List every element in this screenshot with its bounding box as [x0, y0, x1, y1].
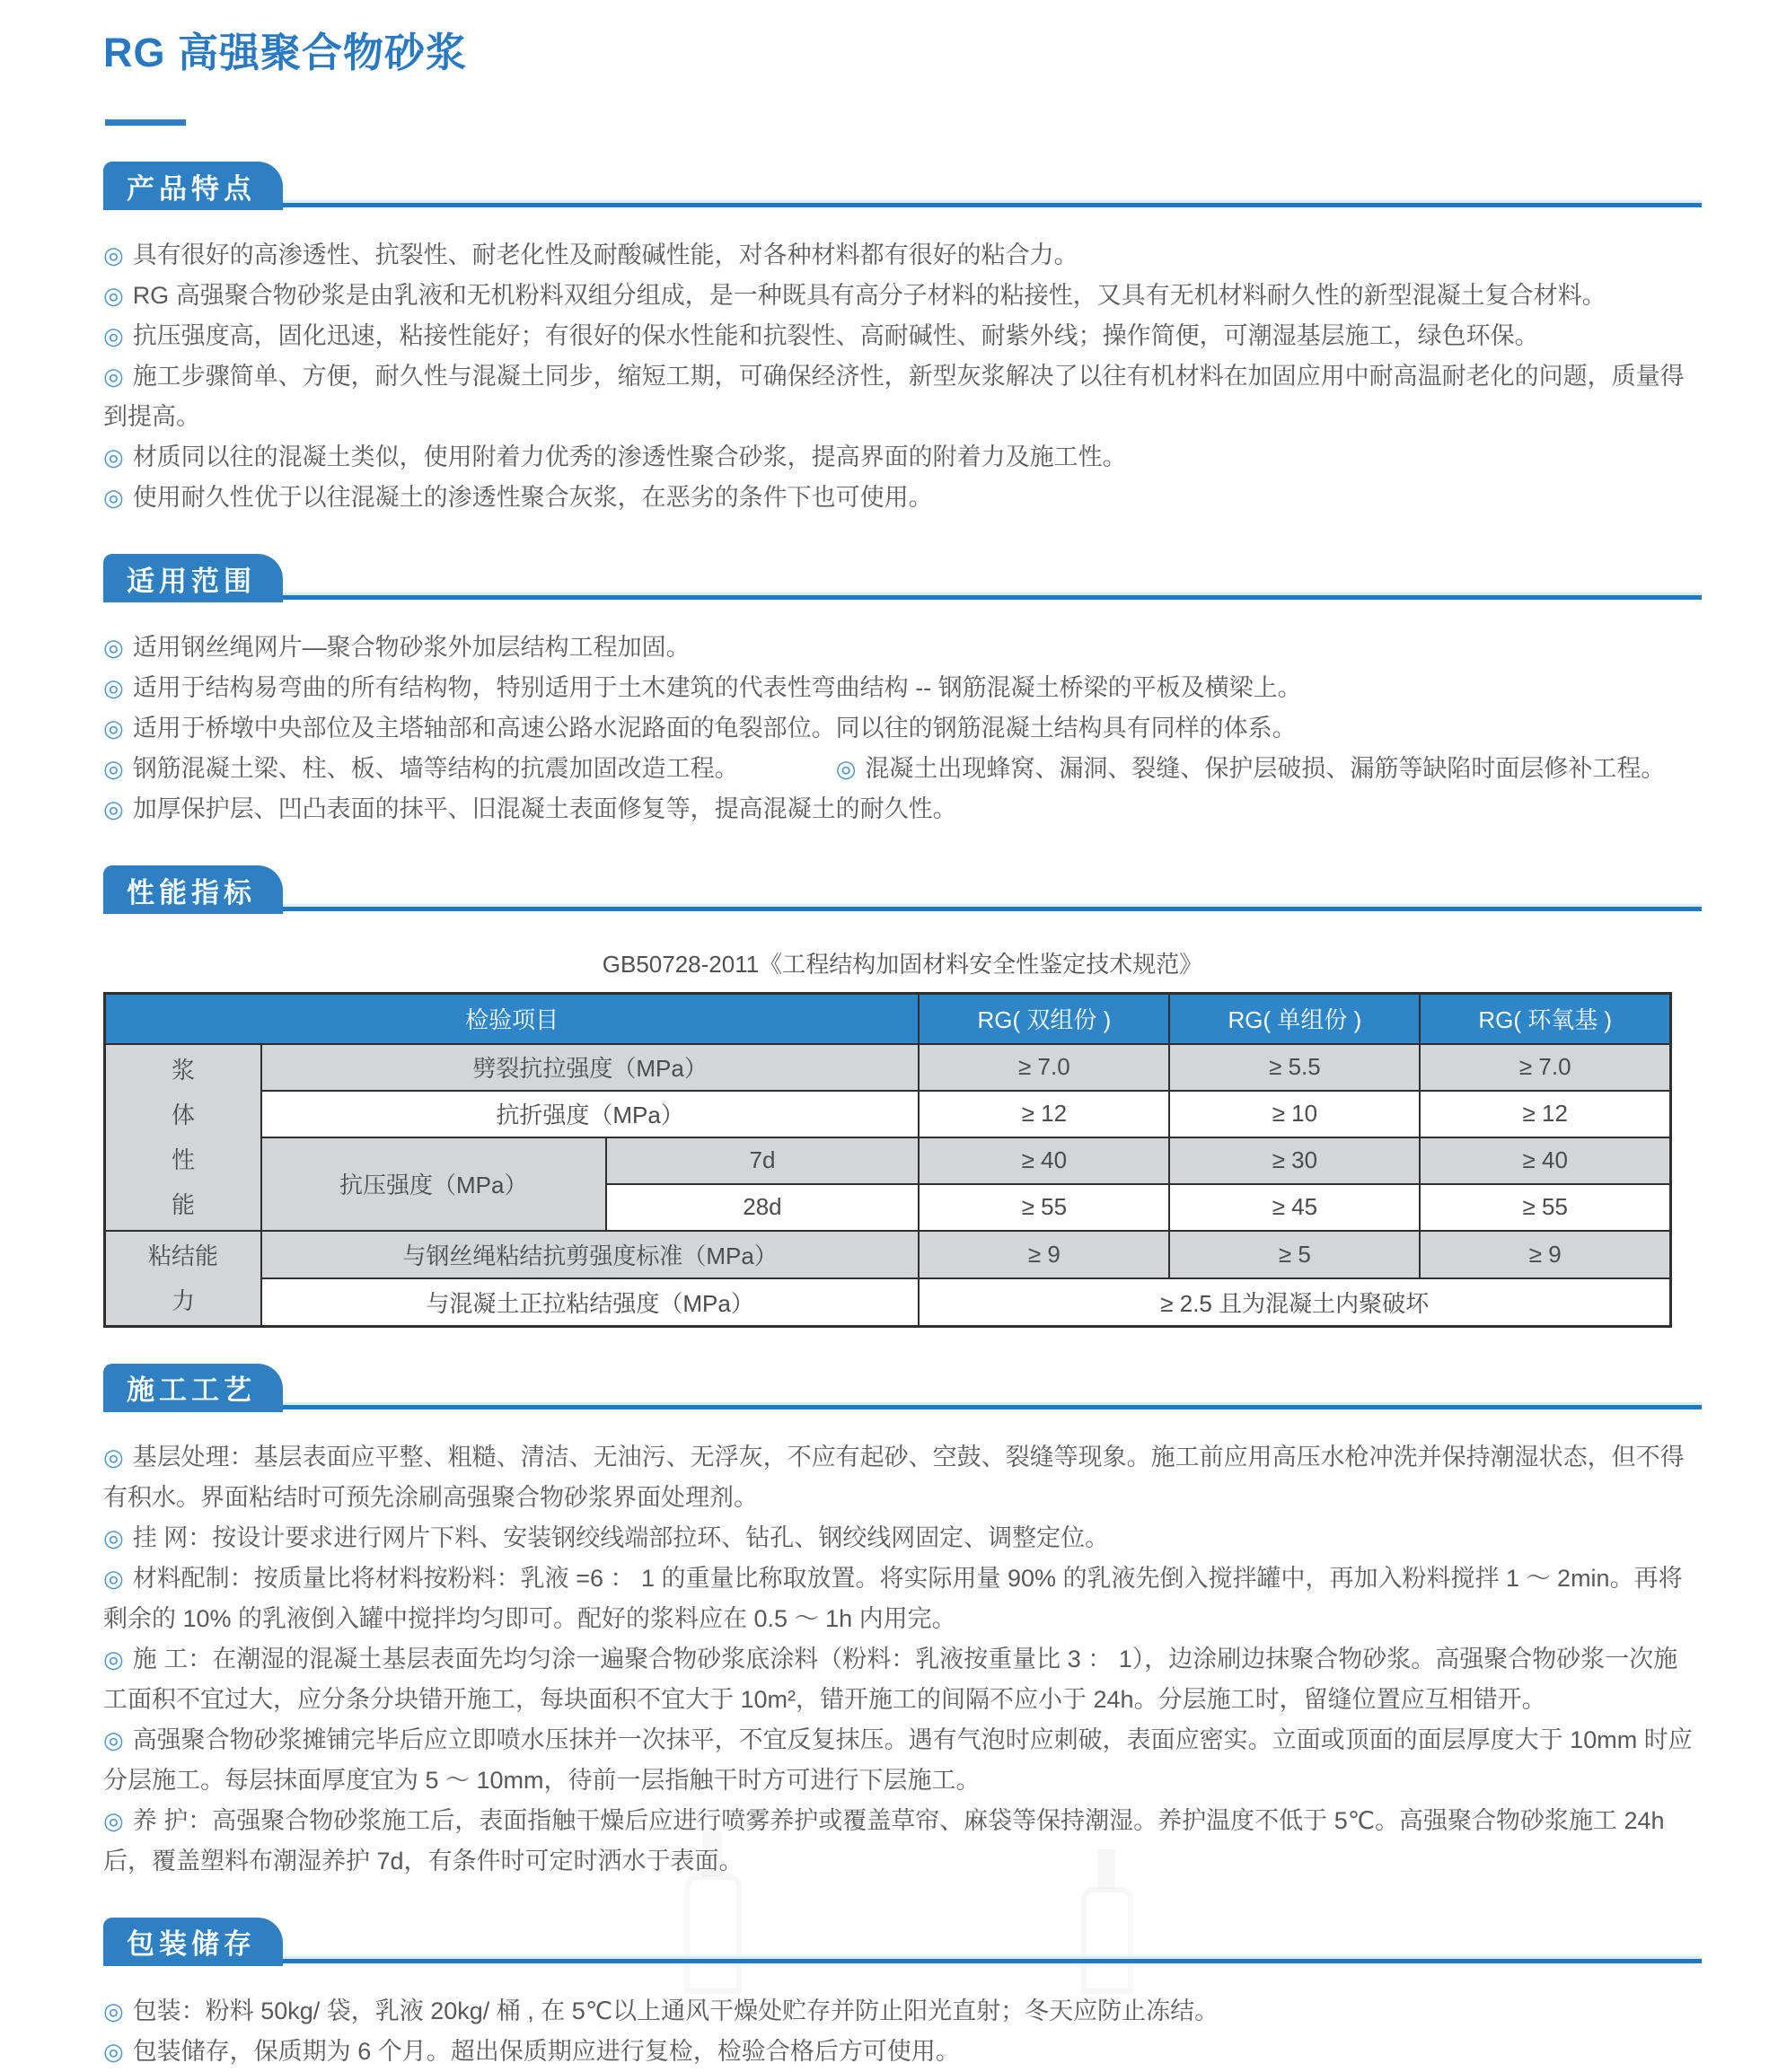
bullet-item [103, 478, 1702, 518]
table-value-cell: ≥ 12 [1420, 1091, 1670, 1137]
bullet-item [103, 1639, 1702, 1720]
table-header-cell: RG( 双组份 ) [919, 994, 1169, 1044]
bullet-icon: ◎ [103, 1997, 124, 2024]
bullet-item [103, 1720, 1702, 1801]
bullet-item [103, 1558, 1702, 1639]
table-value-cell: ≥ 40 [1420, 1137, 1670, 1184]
table-subitem-cell: 28d [606, 1184, 920, 1231]
table-row [105, 1091, 1671, 1137]
table-value-cell: ≥ 30 [1169, 1137, 1420, 1184]
bullet-item [103, 749, 1702, 789]
performance-table [103, 992, 1672, 1328]
bullet-text: 钢筋混凝土梁、柱、板、墙等结构的抗震加固改造工程。 [132, 755, 739, 782]
bullet-text: 具有很好的高渗透性、抗裂性、耐老化性及耐酸碱性能，对各种材料都有很好的粘合力。 [132, 241, 1078, 268]
bullet-text: 适用钢丝绳网片—聚合物砂浆外加层结构工程加固。 [132, 634, 691, 661]
table-item-cell: 与钢丝绳粘结抗剪强度标准（MPa） [261, 1231, 919, 1278]
bullet-item [103, 1801, 1702, 1882]
bullet-icon: ◎ [103, 282, 124, 309]
bullet-icon: ◎ [103, 1645, 124, 1673]
table-value-cell: ≥ 12 [919, 1091, 1169, 1137]
scope-list [103, 628, 1702, 830]
bullet-icon: ◎ [103, 484, 124, 511]
section-header-features [103, 162, 1702, 212]
section-header-process [103, 1364, 1702, 1414]
bullet-item [103, 708, 1702, 749]
bullet-icon: ◎ [103, 363, 124, 390]
table-value-cell: ≥ 55 [1420, 1184, 1670, 1231]
bullet-text: 加厚保护层、凹凸表面的抹平、旧混凝土表面修复等，提高混凝土的耐久性。 [132, 795, 957, 822]
bullet-icon: ◎ [103, 1523, 124, 1551]
section-header-packaging [103, 1918, 1702, 1968]
bullet-item [103, 1991, 1702, 2032]
bullet-icon: ◎ [103, 634, 124, 661]
table-item-cell: 抗压强度（MPa） [261, 1137, 606, 1231]
bullet-text: 使用耐久性优于以往混凝土的渗透性聚合灰浆，在恶劣的条件下也可使用。 [132, 484, 933, 511]
table-item-cell: 劈裂抗拉强度（MPa） [261, 1044, 919, 1091]
bullet-item [103, 235, 1702, 276]
table-value-cell: ≥ 7.0 [1420, 1044, 1670, 1091]
table-value-cell: ≥ 9 [1420, 1231, 1670, 1278]
bullet-item [103, 628, 1702, 668]
section-title: 包装储存 [127, 1928, 256, 1960]
bullet-text: 抗压强度高，固化迅速，粘接性能好；有很好的保水性能和抗裂性、高耐碱性、耐紫外线；操作简便，可潮湿基层施工，绿色环保。 [132, 322, 1539, 349]
bullet-icon: ◎ [103, 241, 124, 268]
table-value-cell: ≥ 2.5 且为混凝土内聚破坏 [919, 1278, 1670, 1326]
section-header-performance [103, 865, 1702, 916]
performance-table-head [105, 994, 1671, 1044]
table-header-cell: RG( 环氧基 ) [1420, 994, 1670, 1044]
section-title: 施工工艺 [127, 1374, 256, 1406]
bullet-icon: ◎ [103, 1443, 124, 1471]
bullet-item [103, 1518, 1702, 1558]
bullet-text: 养 护：高强聚合物砂浆施工后，表面指触干燥后应进行喷雾养护或覆盖草帘、麻袋等保持潮湿。养护温度不低于 5℃。高强聚合物砂浆施工 24h 后，覆盖塑料布潮湿养护 7d，有条件时可定时洒水于表面。 [103, 1806, 1665, 1874]
section-badge-packaging [103, 1918, 283, 1966]
bullet-text: 混凝土出现蜂窝、漏洞、裂缝、保护层破损、漏筋等缺陷时面层修补工程。 [865, 755, 1666, 782]
table-value-cell: ≥ 10 [1169, 1091, 1420, 1137]
bullet-text: 包装：粉料 50kg/ 袋，乳液 20kg/ 桶 , 在 5℃以上通风干燥处贮存并防止阳光直射；冬天应防止冻结。 [132, 1997, 1219, 2024]
bullet-text: 施工步骤简单、方便，耐久性与混凝土同步，缩短工期，可确保经济性，新型灰浆解决了以往有机材料在加固应用中耐高温耐老化的问题，质量得到提高。 [103, 363, 1685, 430]
bullet-item [103, 276, 1702, 316]
bullet-item [103, 668, 1702, 708]
bullet-text: 材料配制：按质量比将材料按粉料：乳液 =6 ： 1 的重量比称取放置。将实际用量 90% 的乳液先倒入搅拌罐中，再加入粉料搅拌 1 ～ 2min。再将剩余的 10% 的乳液倒入罐中搅拌均匀即可。配好的浆料应在 0.5 ～ 1h 内用完。 [103, 1564, 1683, 1632]
section-badge-process [103, 1364, 283, 1412]
table-group-label: 浆 体 性 能 [105, 1044, 261, 1231]
table-item-cell: 抗折强度（MPa） [261, 1091, 919, 1137]
bullet-item [103, 1437, 1702, 1518]
bullet-icon: ◎ [103, 322, 124, 349]
table-row [105, 1231, 1671, 1278]
process-list [103, 1437, 1702, 1882]
performance-table-body [105, 1044, 1671, 1327]
bullet-icon: ◎ [103, 795, 124, 822]
section-badge-features [103, 162, 283, 210]
bullet-item [103, 2032, 1702, 2072]
bullet-item [103, 356, 1702, 437]
section-header-scope [103, 554, 1702, 604]
table-group-label: 粘结能 力 [105, 1231, 261, 1327]
section-title: 性能指标 [127, 876, 256, 909]
bullet-text: 适用于结构易弯曲的所有结构物，特别适用于土木建筑的代表性弯曲结构 -- 钢筋混凝土桥梁的平板及横梁上。 [132, 674, 1302, 701]
section-badge-performance [103, 865, 283, 914]
table-caption: GB50728-2011《工程结构加固材料安全性鉴定技术规范》 [602, 951, 1203, 978]
bullet-icon: ◎ [835, 755, 857, 782]
section-rule [103, 1402, 1702, 1409]
bullet-text: 施 工：在潮湿的混凝土基层表面先均匀涂一遍聚合物砂浆底涂料（粉料：乳液按重量比 3 ： 1），边涂刷边抹聚合物砂浆。高强聚合物砂浆一次施工面积不宜过大，应分条分块错开施工，每块面积不宜大于 10m²，错开施工的间隔不应小于 24h。分层施工时，留缝位置应互相错开。 [103, 1645, 1678, 1713]
bullet-item [103, 316, 1702, 356]
bullet-icon: ◎ [103, 1564, 124, 1592]
bullet-icon: ◎ [103, 1725, 124, 1753]
bullet-icon: ◎ [103, 715, 124, 742]
bullet-item [103, 789, 1702, 830]
bullet-text: 适用于桥墩中央部位及主塔轴部和高速公路水泥路面的龟裂部位。同以往的钢筋混凝土结构具有同样的体系。 [132, 715, 1297, 742]
bullet-text: 包装储存，保质期为 6 个月。超出保质期应进行复检，检验合格后方可使用。 [132, 2037, 960, 2065]
bullet-item [103, 437, 1702, 478]
bullet-icon: ◎ [103, 755, 124, 782]
section-title: 产品特点 [127, 172, 256, 205]
section-badge-scope [103, 554, 283, 602]
bullet-text: RG 高强聚合物砂浆是由乳液和无机粉料双组分组成，是一种既具有高分子材料的粘接性，又具有无机材料耐久性的新型混凝土复合材料。 [132, 282, 1606, 309]
section-rule [103, 1956, 1702, 1963]
section-rule [103, 593, 1702, 600]
table-item-cell: 与混凝土正拉粘结强度（MPa） [261, 1278, 919, 1326]
table-value-cell: ≥ 5.5 [1169, 1044, 1420, 1091]
bullet-text: 基层处理：基层表面应平整、粗糙、清洁、无油污、无浮灰，不应有起砂、空鼓、裂缝等现象。施工前应用高压水枪冲洗并保持潮湿状态，但不得有积水。界面粘结时可预先涂刷高强聚合物砂浆界面处理剂。 [103, 1443, 1685, 1511]
bullet-text: 高强聚合物砂浆摊铺完毕后应立即喷水压抹并一次抹平，不宜反复抹压。遇有气泡时应刺破，表面应密实。立面或顶面的面层厚度大于 10mm 时应分层施工。每层抹面厚度宜为 5 ～ 10mm，待前一层指触干时方可进行下层施工。 [103, 1725, 1693, 1794]
table-value-cell: ≥ 55 [919, 1184, 1169, 1231]
bullet-icon: ◎ [103, 674, 124, 701]
table-row [105, 1137, 1671, 1184]
bullet-icon: ◎ [103, 1806, 124, 1834]
bullet-icon: ◎ [103, 2037, 124, 2065]
table-row [105, 1044, 1671, 1091]
section-rule [103, 904, 1702, 911]
section-title: 适用范围 [127, 565, 256, 597]
table-value-cell: ≥ 7.0 [919, 1044, 1169, 1091]
table-value-cell: ≥ 40 [919, 1137, 1169, 1184]
title-underline [105, 119, 186, 126]
table-row [105, 1278, 1671, 1326]
page-title: RG 高强聚合物砂浆 [103, 30, 468, 75]
table-value-cell: ≥ 5 [1169, 1231, 1420, 1278]
bullet-text: 材质同以往的混凝土类似，使用附着力优秀的渗透性聚合砂浆，提高界面的附着力及施工性。 [132, 443, 1127, 470]
bullet-text: 挂 网：按设计要求进行网片下料、安装钢绞线端部拉环、钻孔、钢绞线网固定、调整定位。 [132, 1523, 1110, 1551]
features-list [103, 235, 1702, 518]
table-header-cell: RG( 单组份 ) [1169, 994, 1420, 1044]
table-subitem-cell: 7d [606, 1137, 920, 1184]
table-value-cell: ≥ 9 [919, 1231, 1169, 1278]
bullet-icon: ◎ [103, 443, 124, 470]
packaging-list [103, 1991, 1702, 2072]
table-value-cell: ≥ 45 [1169, 1184, 1420, 1231]
table-header-cell: 检验项目 [105, 994, 920, 1044]
section-rule [103, 200, 1702, 207]
